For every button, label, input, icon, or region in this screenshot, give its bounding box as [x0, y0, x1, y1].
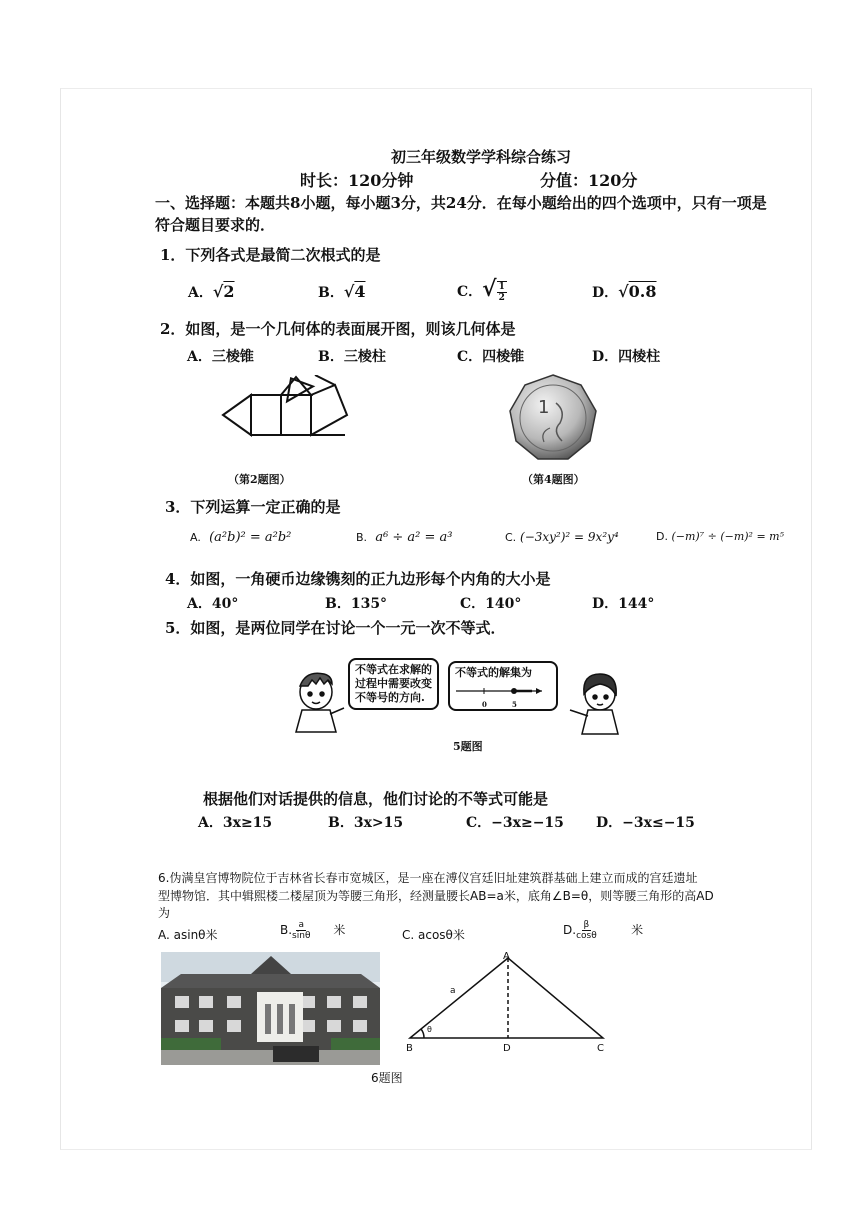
q1-option-d: D．√0.8: [592, 282, 657, 301]
page-title: 初三年级数学学科综合练习: [391, 148, 572, 166]
q5-option-d: D．−3x≤−15: [596, 815, 695, 831]
q6-option-c: C. acosθ米: [402, 928, 465, 942]
coin-image: [508, 373, 598, 463]
q3-option-b: B. a⁶ ÷ a² = a³: [356, 530, 453, 545]
q4-option-d: D．144°: [592, 596, 655, 612]
speech-bubble-left: 不等式在求解的 过程中需要改变 不等号的方向.: [348, 658, 439, 710]
q3-stem: 3．下列运算一定正确的是: [165, 498, 341, 516]
q6-option-d: D. $\frac{\beta}{\cos\theta}$ 米: [563, 920, 644, 941]
q5-follow: 根据他们对话提供的信息，他们讨论的不等式可能是: [203, 790, 549, 808]
section-intro-1: 一、选择题：本题共8小题，每小题3分，共24分．在每小题给出的四个选项中，只有一项是: [155, 194, 767, 212]
boy-illustration: [290, 670, 350, 740]
q1-option-c: C．√ $\frac{1}{2}$: [457, 276, 505, 303]
q2-option-d: D．四棱柱: [592, 349, 661, 365]
q2-option-c: C．四棱锥: [457, 349, 525, 365]
label-angle-theta: θ: [427, 1025, 432, 1034]
label-b-vertex: B: [406, 1043, 413, 1054]
q5-option-a: A．3x≥15: [198, 815, 273, 831]
section-intro-2: 符合题目要求的．: [155, 216, 276, 234]
number-line: [454, 683, 546, 705]
q1-option-a: A．√2: [188, 282, 235, 301]
label-d-point: D: [503, 1043, 511, 1054]
q3-option-a: A. (a²b)² = a²b²: [190, 530, 292, 545]
q4-option-b: B．135°: [325, 596, 388, 612]
q1-stem: 1．下列各式是最简二次根式的是: [160, 246, 381, 264]
q5-stem: 5．如图，是两位同学在讨论一个一元一次不等式．: [165, 619, 506, 637]
q4-option-c: C．140°: [460, 596, 522, 612]
score: 分值：120分: [540, 171, 638, 190]
q6-stem-1: 6.伪满皇宫博物院位于吉林省长春市宽城区，是一座在溥仪宫廷旧址建筑群基础上建立而成的宫廷遗址: [158, 871, 698, 885]
q6-option-a: A. asinθ米: [158, 928, 218, 942]
label-a-vertex: A: [503, 951, 510, 962]
q4-option-a: A．40°: [187, 596, 239, 612]
q5-option-b: B．3x>15: [328, 815, 404, 831]
fig2-caption: （第2题图）: [228, 473, 291, 486]
q6-option-b: B. $\frac{a}{\sin\theta}$ 米: [280, 920, 346, 941]
q5-option-c: C．−3x≥−15: [466, 815, 564, 831]
fig5-caption: 5题图: [453, 740, 483, 753]
q6-stem-2: 型博物馆．其中辑熙楼二楼屋顶为等腰三角形，经测量腰长AB=a米，底角∠B=θ，则等腰三角形的高AD: [158, 889, 714, 903]
fig6-caption: 6题图: [371, 1071, 403, 1085]
net-diagram: [215, 375, 355, 445]
q6-stem-3: 为: [158, 906, 171, 920]
q2-option-b: B．三棱柱: [318, 349, 386, 365]
axis-label-5: 5: [512, 700, 517, 709]
q2-stem: 2．如图，是一个几何体的表面展开图，则该几何体是: [160, 320, 516, 338]
q3-option-c: C. (−3xy²)² = 9x²y⁴: [505, 530, 619, 544]
speech-bubble-right: 不等式的解集为 0 5: [448, 661, 558, 711]
q3-option-d: D. (−m)⁷ ÷ (−m)² = m⁵: [656, 530, 785, 543]
palace-photo: [161, 952, 380, 1065]
svg-text:1: 1: [538, 397, 550, 418]
q4-stem: 4．如图，一角硬币边缘镌刻的正九边形每个内角的大小是: [165, 570, 551, 588]
q1-option-b: B．√4: [318, 282, 366, 301]
fig4-caption: （第4题图）: [522, 473, 585, 486]
q2-option-a: A．三棱锥: [187, 349, 254, 365]
axis-label-0: 0: [482, 700, 487, 709]
girl-illustration: [566, 672, 626, 738]
duration: 时长：120分钟: [300, 171, 414, 190]
label-c-vertex: C: [597, 1043, 604, 1054]
label-side-a: a: [450, 986, 456, 996]
